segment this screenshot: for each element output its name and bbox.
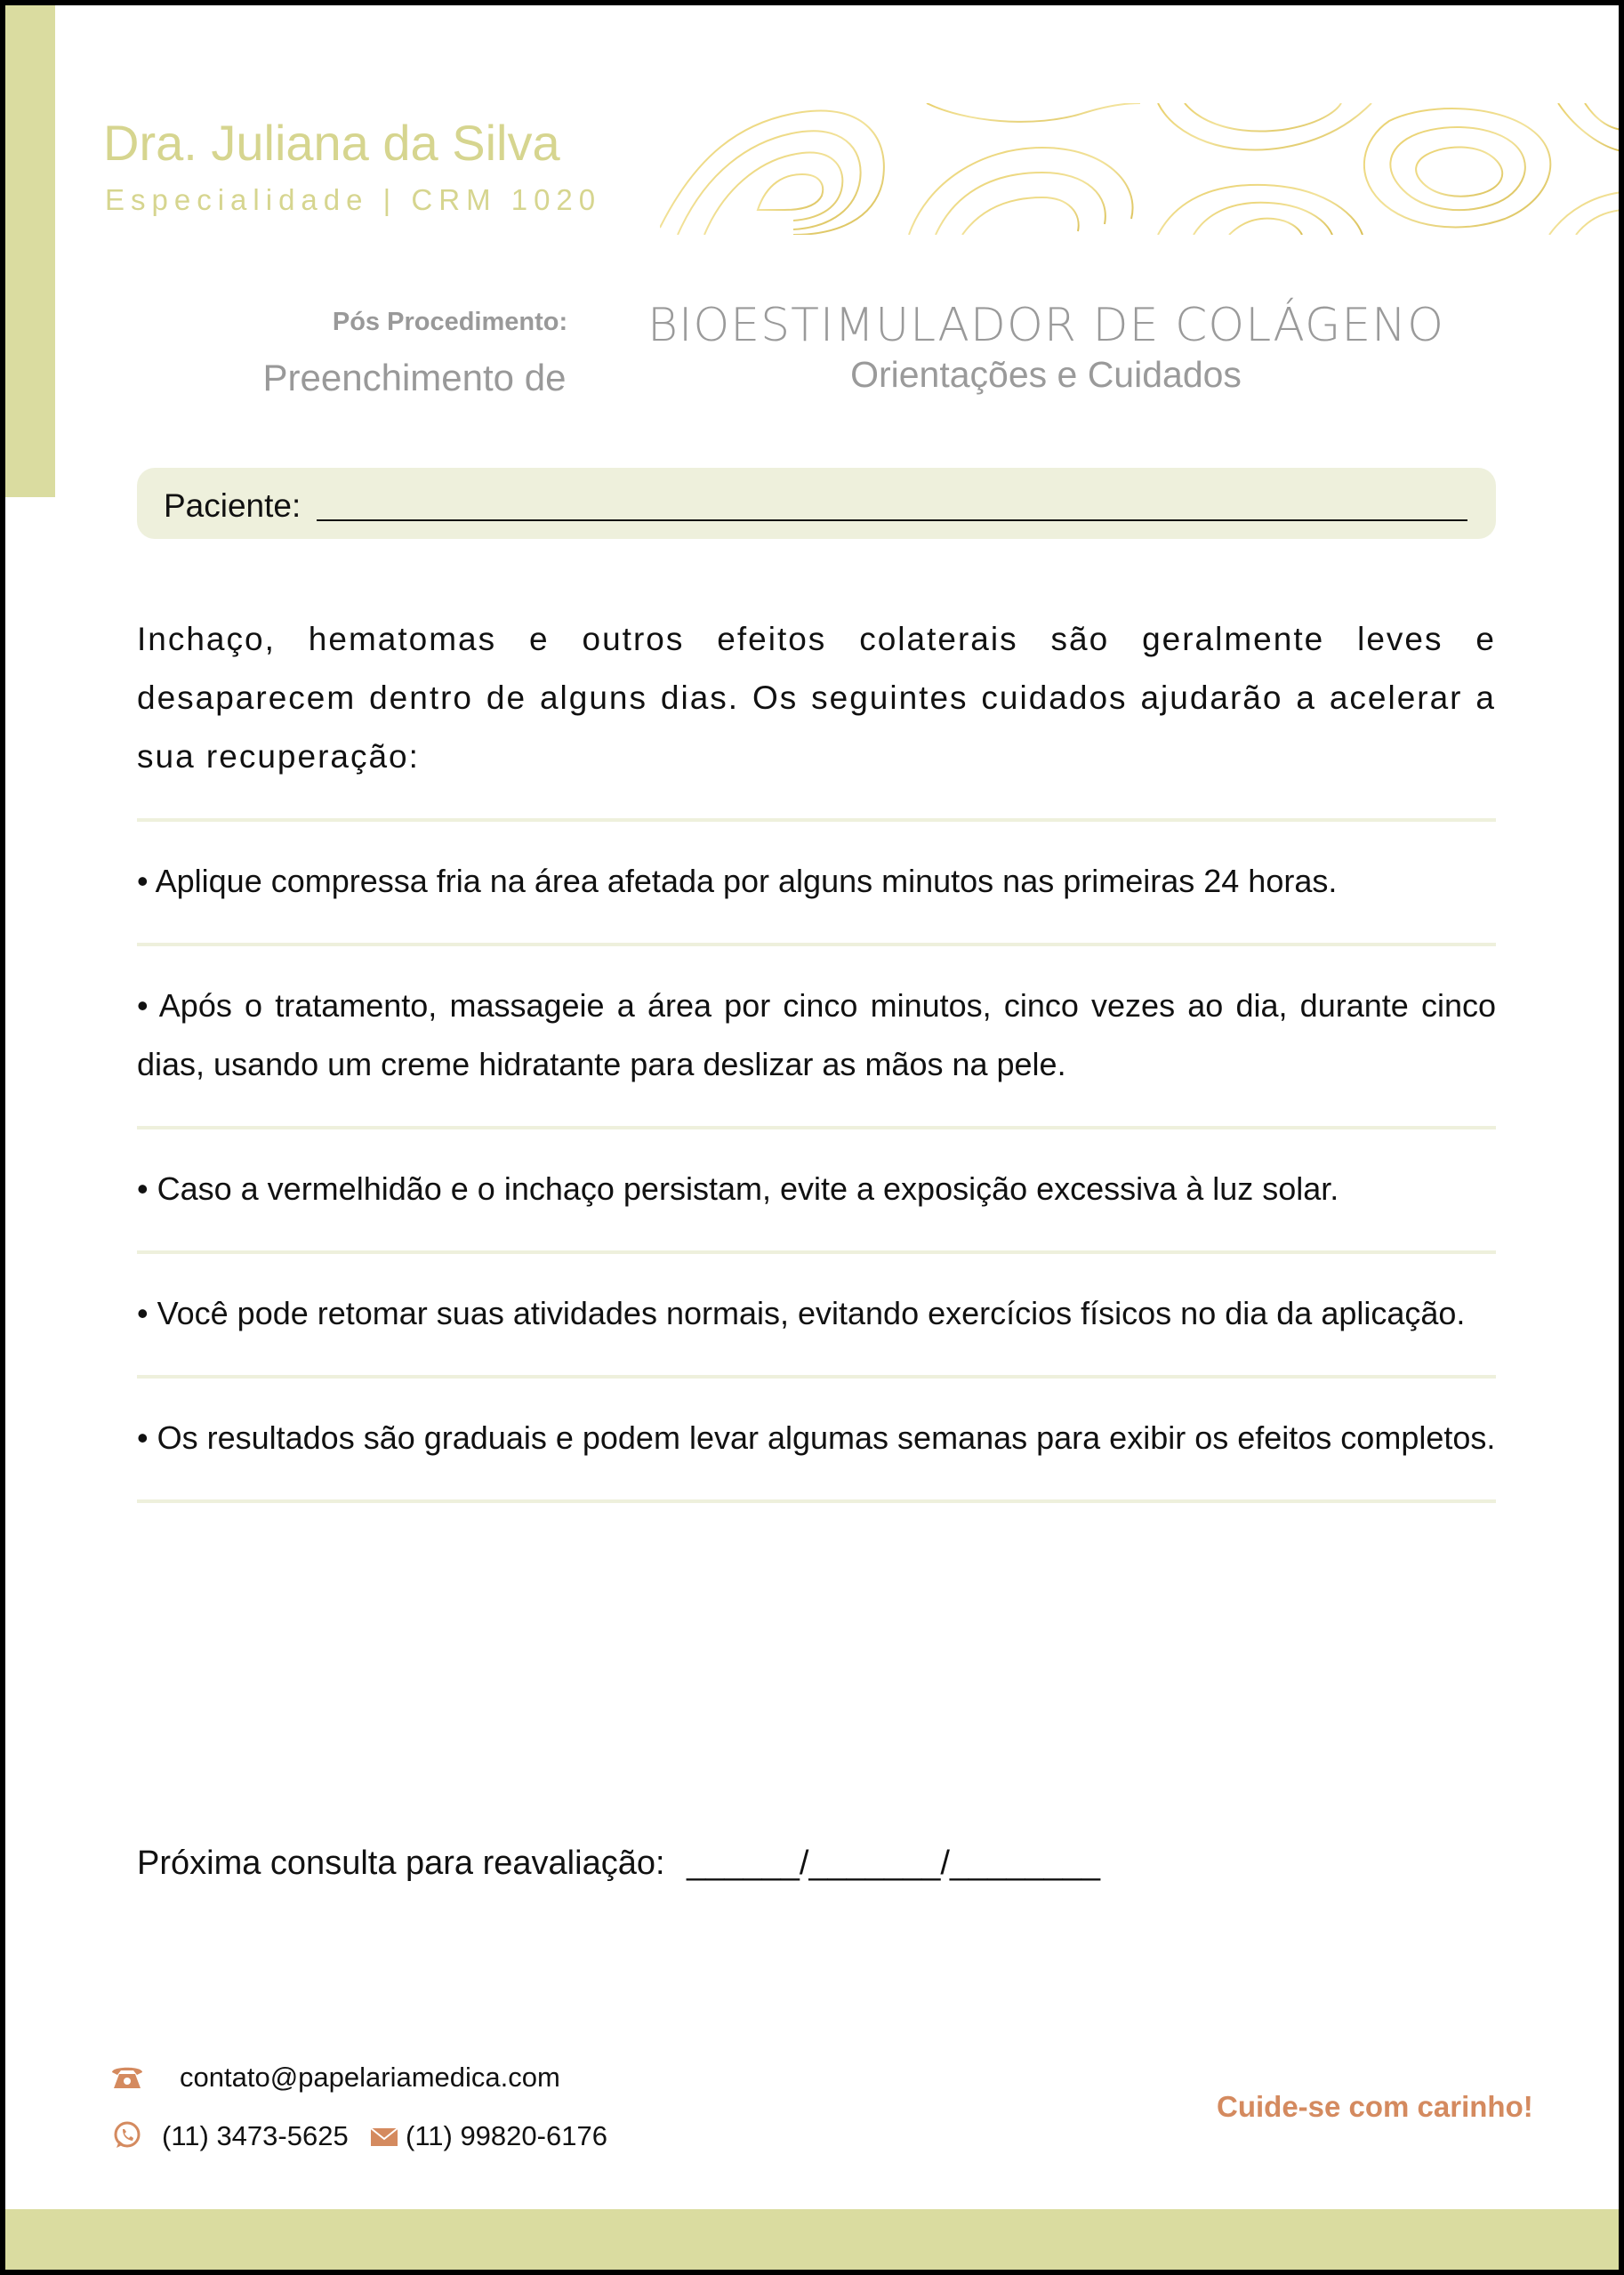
- specialty-separator: |: [382, 183, 398, 216]
- divider: [137, 818, 1496, 822]
- divider: [137, 1375, 1496, 1379]
- doctor-name: Dra. Juliana da Silva: [103, 115, 560, 171]
- list-item: • Os resultados são graduais e podem levar algumas semanas para exibir os efeitos completos.: [137, 1419, 1496, 1456]
- phone-icon: [110, 2063, 144, 2090]
- list-item: • Após o tratamento, massageie a área por cinco minutos, cinco vezes ao dia, durante cinco dias, usando um creme hidratante para deslizar as mãos na pele.: [137, 987, 1496, 1082]
- next-visit-date-blank[interactable]: ______/_______/________: [687, 1845, 1101, 1882]
- divider: [137, 1499, 1496, 1503]
- whatsapp-icon: [112, 2120, 142, 2150]
- list-item: • Você pode retomar suas atividades normais, evitando exercícios físicos no dia da aplicação.: [137, 1295, 1466, 1331]
- list-item: • Aplique compressa fria na área afetada por alguns minutos nas primeiras 24 horas.: [137, 863, 1338, 899]
- side-accent-band: [5, 5, 55, 497]
- procedure-title: BIOESTIMULADOR DE COLÁGENO: [647, 299, 1445, 352]
- divider: [137, 1126, 1496, 1129]
- contact-phone: (11) 99820-6176: [406, 2120, 607, 2151]
- crm-number: CRM 1020: [411, 183, 602, 216]
- mail-icon: [370, 2127, 398, 2147]
- gold-contour-pattern: [660, 103, 1622, 235]
- divider: [137, 1250, 1496, 1254]
- tagline: Cuide-se com carinho!: [1217, 2090, 1533, 2123]
- patient-name-line[interactable]: [317, 519, 1467, 521]
- contact-whatsapp: (11) 3473-5625: [162, 2120, 349, 2151]
- patient-label: Paciente:: [164, 487, 301, 524]
- list-item: • Caso a vermelhidão e o inchaço persistam, evite a exposição excessiva à luz solar.: [137, 1170, 1339, 1207]
- doctor-specialty-line: [105, 183, 601, 217]
- intro-paragraph: Inchaço, hematomas e outros efeitos colaterais são geralmente leves e desaparecem dentro de alguns dias. Os seguintes cuidados ajudarão a acelerar a sua recuperação:: [137, 621, 1496, 775]
- patient-field-box: [137, 468, 1496, 539]
- care-instructions: [137, 610, 1496, 1533]
- procedure-title-subtitle: Orientações e Cuidados: [850, 354, 1242, 395]
- divider: [137, 943, 1496, 946]
- contact-email: contato@papelariamedica.com: [180, 2062, 560, 2093]
- procedure-subtitle: Preenchimento de: [262, 357, 567, 398]
- bottom-accent-band: [5, 2209, 1624, 2270]
- next-visit-line: [137, 1845, 1100, 1883]
- next-visit-label: Próxima consulta para reavaliação:: [137, 1845, 665, 1882]
- procedure-label: Pós Procedimento:: [332, 308, 568, 336]
- specialty: Especialidade: [105, 183, 369, 216]
